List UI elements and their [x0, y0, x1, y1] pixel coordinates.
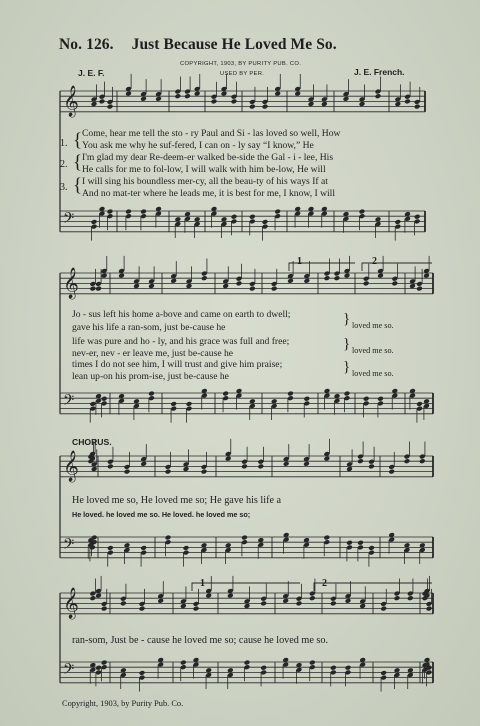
note-head [416, 286, 423, 292]
note-head [343, 96, 350, 102]
note-head [368, 545, 375, 551]
note-head [125, 91, 132, 97]
note-head [303, 278, 310, 284]
note-head [244, 603, 251, 609]
note-head [174, 93, 181, 99]
lyric-line: You ask me why he suf-fered, I can on - ly say “I know,” He [82, 140, 314, 151]
first-ending-mark: 1 [297, 256, 302, 267]
note-head [344, 391, 351, 397]
note-head [222, 283, 229, 289]
note-head [363, 280, 370, 286]
hymn-number: No. 126. [59, 36, 114, 53]
note-head [359, 101, 366, 107]
note-head [330, 600, 337, 606]
note-head [99, 98, 106, 104]
note-head [262, 104, 269, 110]
note-head [344, 273, 351, 279]
verse-brace: } [343, 311, 351, 327]
note-head [345, 598, 352, 604]
bass-clef-icon: 𝄢 [63, 210, 75, 231]
used-by-notice: USED BY PER. [220, 71, 265, 77]
note-head [91, 101, 98, 107]
note-head [388, 469, 395, 475]
lyric-line: nev-er, nev - er leave me, just be-cause he [72, 348, 234, 359]
treble-clef-icon: 𝄞 [63, 267, 79, 299]
note-head [287, 278, 294, 284]
note-head [416, 401, 423, 407]
note-head [91, 466, 98, 472]
note-head [193, 606, 200, 612]
hymn-title: Just Because He Loved Me So. [131, 36, 337, 53]
note-head [346, 540, 353, 546]
note-head [155, 96, 162, 102]
note-head [139, 606, 146, 612]
verse-number-1: 1. [60, 138, 68, 149]
note-head [274, 91, 281, 97]
note-head [394, 101, 401, 107]
note-head [107, 545, 114, 551]
note-head [157, 598, 164, 604]
note-head [180, 660, 187, 666]
note-head [283, 461, 290, 467]
note-head [180, 603, 187, 609]
verse-number-3: 3. [60, 182, 68, 193]
refrain-ending: loved me so. [352, 346, 394, 355]
note-head [324, 275, 331, 281]
refrain-ending: loved me so. [352, 321, 394, 330]
footer-copyright: Copyright, 1903, by Purity Pub. Co. [62, 699, 184, 708]
lyric-line: He calls for me to fol-low, I will walk with him be-low, He will [82, 164, 326, 175]
treble-clef-icon: 𝄞 [63, 85, 79, 117]
note-head [309, 660, 316, 666]
note-head [271, 286, 278, 292]
note-head [359, 603, 366, 609]
lyric-line: times I do not see him, I will trust and give him praise; [72, 359, 283, 370]
note-head [194, 91, 201, 97]
note-head [227, 593, 234, 599]
treble-clef-icon: 𝄞 [63, 587, 79, 619]
note-head [330, 665, 337, 671]
note-head [274, 209, 281, 215]
note-head [101, 606, 108, 612]
note-head [124, 469, 131, 475]
note-head [236, 280, 243, 286]
words-credit: J. E. F. [78, 68, 105, 78]
note-head [359, 209, 366, 215]
note-head [377, 273, 384, 279]
verse-brace: } [343, 336, 351, 352]
bass-clef-icon: 𝄢 [63, 392, 75, 413]
note-head [201, 275, 208, 281]
note-head [201, 469, 208, 475]
lyric-line: I will sing his boundless mer-cy, all the beau-ty of his ways If at [82, 176, 328, 187]
note-head [120, 600, 127, 606]
verse-brace: { [73, 175, 83, 196]
note-head [133, 283, 140, 289]
note-head [170, 278, 177, 284]
note-head [225, 456, 232, 462]
note-head [249, 104, 256, 110]
note-head [323, 535, 330, 541]
lyric-line: life was pure and ho - ly, and his grace was full and free; [72, 336, 290, 347]
note-head [257, 463, 264, 469]
note-head [95, 593, 102, 599]
note-head [423, 273, 430, 279]
treble-clef-icon: 𝄞 [63, 450, 79, 482]
ending-bracket [314, 583, 432, 591]
note-head [294, 91, 301, 97]
copyright-notice: COPYRIGHT, 1903, BY PURITY PUB. CO. [180, 61, 302, 67]
note-head [148, 283, 155, 289]
note-head [309, 595, 316, 601]
lyric-line: I'm glad my dear Re-deem-er walked be-side the Gal - i - lee, His [82, 152, 334, 163]
verse-number-2: 2. [60, 159, 68, 170]
note-head [183, 466, 190, 472]
chorus-lyric-main: He loved me so, He loved me so; He gave his life a [72, 495, 282, 506]
lyric-line: Jo - sus left his home a-bove and came on earth to dwell; [72, 309, 291, 320]
note-head [282, 598, 289, 604]
second-ending-mark: 2 [322, 578, 327, 589]
note-head [139, 670, 146, 676]
note-head [368, 463, 375, 469]
bass-clef-icon: 𝄢 [63, 536, 75, 557]
note-head [308, 101, 315, 107]
note-head [211, 98, 218, 104]
note-head [222, 391, 229, 397]
note-head [89, 401, 96, 407]
first-ending-mark: 1 [200, 578, 205, 589]
note-head [407, 595, 414, 601]
chorus-label: CHORUS. [72, 437, 112, 447]
note-head [205, 593, 212, 599]
note-head [231, 214, 238, 220]
refrain-ending: loved me so. [352, 369, 394, 378]
note-head [95, 665, 102, 671]
note-head [260, 665, 267, 671]
lyric-line: lean up-on his prom-ise, just be-cause he [72, 371, 229, 382]
second-ending-mark: 2 [372, 256, 377, 267]
note-head [118, 273, 125, 279]
music-credit: J. E. French. [354, 67, 405, 77]
note-head [394, 595, 401, 601]
note-head [165, 535, 172, 541]
note-head [394, 219, 401, 225]
note-head [414, 104, 421, 110]
note-head [296, 600, 303, 606]
note-head [409, 283, 416, 289]
note-head [414, 214, 421, 220]
note-head [303, 396, 310, 402]
note-head [170, 401, 177, 407]
verse-brace: { [73, 130, 83, 151]
note-head [101, 396, 108, 402]
note-head [89, 595, 96, 601]
note-head [186, 401, 193, 407]
note-head [404, 458, 411, 464]
note-head [363, 396, 370, 402]
note-head [140, 96, 147, 102]
note-head [140, 461, 147, 467]
note-head [377, 396, 384, 402]
note-head [107, 104, 114, 110]
note-head [419, 458, 426, 464]
note-head [345, 665, 352, 671]
note-head [89, 286, 96, 292]
note-head [107, 463, 114, 469]
note-head [321, 101, 328, 107]
bass-clef-icon: 𝄢 [63, 661, 75, 682]
note-head [357, 540, 364, 546]
note-head [346, 466, 353, 472]
note-head [303, 461, 310, 467]
note-head [148, 391, 155, 397]
note-head [231, 98, 238, 104]
verse-brace: } [343, 359, 351, 375]
note-head [391, 280, 398, 286]
note-head [244, 660, 251, 666]
note-head [184, 93, 191, 99]
note-head [375, 93, 382, 99]
note-head [101, 660, 108, 666]
note-head [91, 219, 98, 225]
note-head [334, 275, 341, 281]
note-head [426, 606, 433, 612]
note-head [165, 469, 172, 475]
note-head [140, 545, 147, 551]
lyric-line: ran-som, Just be - cause he loved me so; cause he loved me so. [72, 635, 329, 646]
note-head [125, 209, 132, 215]
note-head [186, 283, 193, 289]
note-head [404, 98, 411, 104]
note-head [380, 670, 387, 676]
lyric-line: gave his life a ran-som, just be-cause he [72, 322, 226, 333]
note-head [249, 214, 256, 220]
note-head [249, 286, 256, 292]
note-head [262, 219, 269, 225]
note-head [101, 273, 108, 279]
note-head [140, 209, 147, 215]
note-head [357, 458, 364, 464]
note-head [221, 91, 228, 97]
note-head [241, 463, 248, 469]
note-head [183, 545, 190, 551]
lyric-line: Come, hear me tell the sto - ry Paul and Si - las loved so well, How [82, 128, 341, 139]
note-head [241, 535, 248, 541]
note-head [260, 600, 267, 606]
note-head [380, 606, 387, 612]
hymn-heading [59, 36, 337, 54]
verse-brace: { [73, 152, 83, 173]
note-head [95, 286, 102, 292]
chorus-lyric-echo: He loved. he loved me so. He loved. he loved me so; [72, 510, 251, 519]
lyric-line: And no mat-ter where he leads me, it is best for me, I know, I will [82, 188, 336, 199]
note-head [287, 391, 294, 397]
note-head [323, 456, 330, 462]
note-head [107, 209, 114, 215]
